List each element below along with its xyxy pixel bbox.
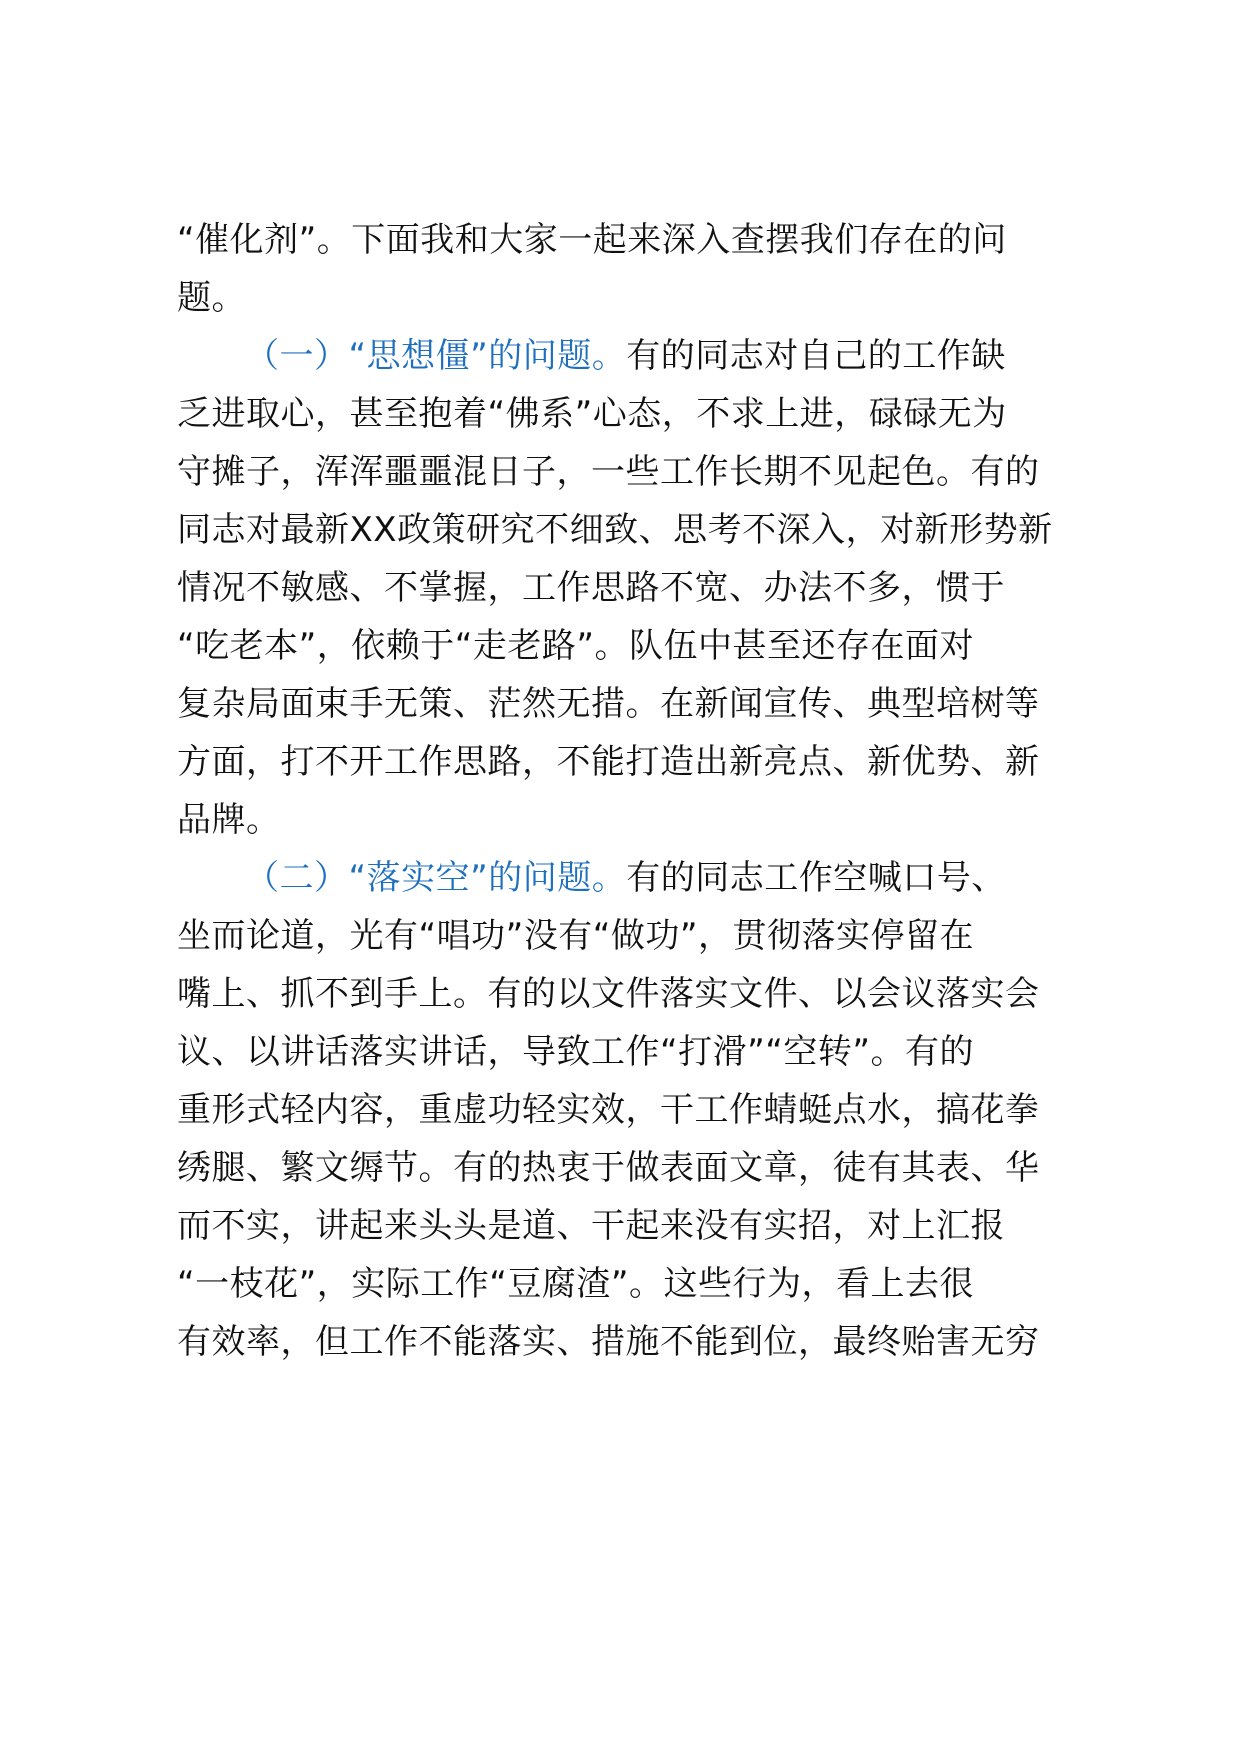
line-text: “吃老本”，依赖于“走老路”。队伍中甚至还存在面对 — [177, 626, 974, 666]
section-heading-line — [245, 846, 1097, 910]
paragraph-line — [177, 904, 1097, 968]
paragraph-line — [177, 1020, 1097, 1084]
line-text: 坐而论道，光有“唱功”没有“做功”，贯彻落实停留在 — [177, 916, 974, 956]
line-text: 有的同志工作空喊口号、 — [626, 858, 1006, 898]
paragraph-line — [177, 1310, 1097, 1374]
line-text: 有效率，但工作不能落实、措施不能到位，最终贻害无穷 — [177, 1322, 1040, 1362]
line-text: 方面，打不开工作思路，不能打造出新亮点、新优势、新 — [177, 742, 1040, 782]
paragraph-line — [177, 382, 1097, 446]
paragraph-line — [177, 1078, 1097, 1142]
paragraph-line — [177, 962, 1097, 1026]
paragraph-line — [177, 440, 1097, 504]
line-text: 议、以讲话落实讲话，导致工作“打滑”“空转”。有的 — [177, 1032, 974, 1072]
line-text: 嘴上、抓不到手上。有的以文件落实文件、以会议落实会 — [177, 974, 1040, 1014]
line-text: 重形式轻内容，重虚功轻实效，干工作蜻蜓点水，搞花拳 — [177, 1090, 1040, 1130]
paragraph-line — [177, 730, 1097, 794]
line-text: 情况不敏感、不掌握，工作思路不宽、办法不多，惯于 — [177, 568, 1005, 608]
paragraph-line — [177, 614, 1097, 678]
line-text: 同志对最新XX政策研究不细致、思考不深入，对新形势新 — [177, 510, 1053, 550]
paragraph-line — [177, 672, 1097, 736]
line-text: 有的同志对自己的工作缺 — [626, 336, 1006, 376]
line-text: 品牌。 — [177, 800, 281, 840]
section-heading-line — [245, 324, 1097, 388]
line-text: “一枝花”，实际工作“豆腐渣”。这些行为，看上去很 — [177, 1264, 974, 1304]
paragraph-line — [177, 1136, 1097, 1200]
paragraph-line — [177, 1194, 1097, 1258]
paragraph-line — [177, 788, 1097, 852]
section-heading: （一）“思想僵”的问题。 — [245, 336, 627, 376]
paragraph-line — [177, 556, 1097, 620]
line-text: 复杂局面束手无策、茫然无措。在新闻宣传、典型培树等 — [177, 684, 1040, 724]
line-text: 而不实，讲起来头头是道、干起来没有实招，对上汇报 — [177, 1206, 1005, 1246]
line-text: 题。 — [177, 278, 246, 318]
paragraph-line — [177, 266, 1097, 330]
line-text: 乏进取心，甚至抱着“佛系”心态，不求上进，碌碌无为 — [177, 394, 1007, 434]
paragraph-line — [177, 1252, 1097, 1316]
line-text: “催化剂”。下面我和大家一起来深入查摆我们存在的问 — [177, 220, 1007, 260]
section-heading: （二）“落实空”的问题。 — [245, 858, 627, 898]
line-text: 绣腿、繁文缛节。有的热衷于做表面文章，徒有其表、华 — [177, 1148, 1040, 1188]
line-text: 守摊子，浑浑噩噩混日子，一些工作长期不见起色。有的 — [177, 452, 1040, 492]
paragraph-line — [177, 498, 1097, 562]
paragraph-line — [177, 208, 1097, 272]
